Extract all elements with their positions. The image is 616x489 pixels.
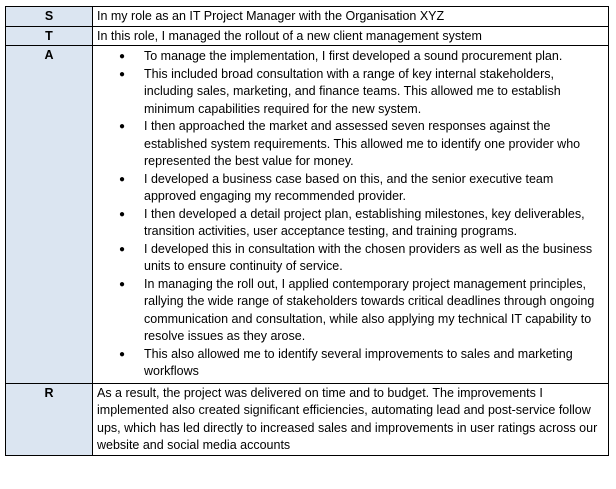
list-item-text: I then approached the market and assessed seven responses against the established system requirements. This allowed me to identify one provider who represented the best value for money. <box>144 119 581 168</box>
list-item-text: In managing the roll out, I applied contemporary project management principles, rallying the wide range of stakeholders towards critical deadlines through ongoing communication and consultation, while also applying my technical IT capability to resolve issues as they arose. <box>144 276 595 343</box>
bullet-icon: ● <box>119 51 126 62</box>
bullet-icon: ● <box>119 173 126 185</box>
list-item <box>119 48 604 66</box>
result-text: As a result, the project was delivered on time and to budget. The improvements I implemented also created significant efficiencies, automating lead and post-service follow ups, which has led directly to increased sales and improvements in user ratings across our website and social media accounts <box>93 383 609 455</box>
bullet-icon: ● <box>119 278 126 290</box>
bullet-icon: ● <box>119 121 126 132</box>
list-item <box>119 118 604 171</box>
action-bullet-list <box>97 48 604 381</box>
list-item-text: To manage the implementation, I first developed a sound procurement plan. <box>144 49 563 63</box>
task-row <box>6 26 609 46</box>
task-text: In this role, I managed the rollout of a new client management system <box>93 26 609 46</box>
task-letter: T <box>6 26 93 46</box>
list-item <box>119 346 604 381</box>
list-item-text: I then developed a detail project plan, establishing milestones, key deliverables, transition activities, user acceptance testing, and training programs. <box>144 206 585 238</box>
action-row <box>6 46 609 384</box>
list-item <box>119 206 604 241</box>
situation-text: In my role as an IT Project Manager with the Organisation XYZ <box>93 7 609 27</box>
list-item-text: This included broad consultation with a range of key internal stakeholders, including sales, marketing, and finance teams. This allowed me to establish minimum capabilities required for the new system. <box>144 66 561 116</box>
action-content <box>93 46 609 384</box>
list-item-text: I developed a business case based on this, and the senior executive team approved engaging my recommended provider. <box>144 171 554 203</box>
action-letter: A <box>6 46 93 384</box>
result-letter: R <box>6 383 93 455</box>
list-item-text: I developed this in consultation with the chosen providers as well as the business units to ensure continuity of service. <box>144 241 593 273</box>
list-item <box>119 66 604 119</box>
situation-letter: S <box>6 7 93 27</box>
star-response-table <box>5 6 609 456</box>
list-item <box>119 276 604 346</box>
bullet-icon: ● <box>119 243 126 255</box>
bullet-icon: ● <box>119 348 126 360</box>
list-item <box>119 241 604 276</box>
list-item-text: This also allowed me to identify several improvements to sales and marketing workflows <box>144 346 573 378</box>
list-item <box>119 171 604 206</box>
result-row <box>6 383 609 455</box>
situation-row <box>6 7 609 27</box>
bullet-icon: ● <box>119 208 126 220</box>
bullet-icon: ● <box>119 68 126 80</box>
